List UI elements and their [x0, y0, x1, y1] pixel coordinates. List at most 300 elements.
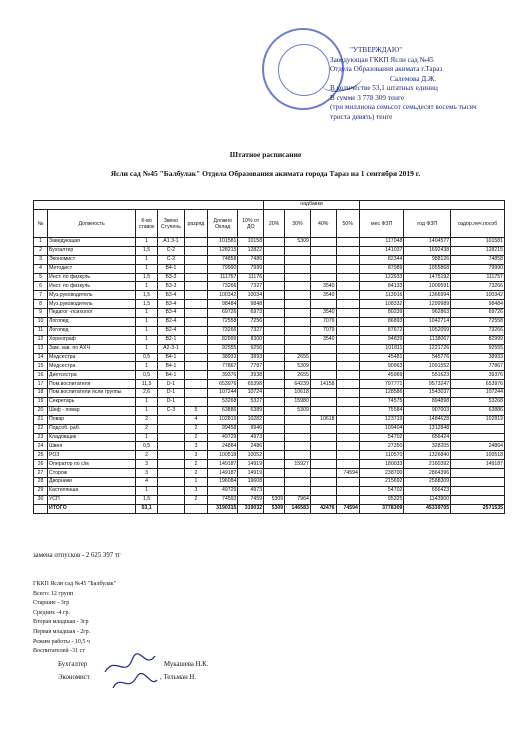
- table-cell: 5: [184, 406, 207, 415]
- table-cell: [285, 442, 311, 451]
- table-cell: 3: [184, 451, 207, 460]
- table-cell: 4973: [238, 486, 264, 495]
- position-cell: Оператор по с/м: [48, 460, 136, 469]
- column-header: год ФЗП: [404, 210, 451, 238]
- table-cell: 215692: [359, 478, 403, 487]
- table-cell: [336, 326, 359, 335]
- table-cell: 5309: [285, 406, 311, 415]
- table-cell: [264, 380, 285, 389]
- table-cell: 7486: [238, 255, 264, 264]
- position-cell: Диетсестра: [48, 371, 136, 380]
- table-cell: 1404577: [404, 238, 451, 247]
- table-cell: 10034: [238, 291, 264, 300]
- table-cell: [285, 282, 311, 291]
- table-cell: 2: [184, 469, 207, 478]
- table-cell: 1: [136, 433, 158, 442]
- position-cell: Швея: [48, 442, 136, 451]
- table-cell: [336, 486, 359, 495]
- approval-heading: "УТВЕРЖДАЮ": [350, 46, 403, 54]
- table-cell: В4-1: [157, 264, 184, 273]
- table-cell: 1,5: [136, 291, 158, 300]
- table-cell: 87672: [359, 326, 403, 335]
- table-cell: 72558: [207, 318, 237, 327]
- table-cell: 7079: [310, 318, 336, 327]
- table-cell: 1: [136, 309, 158, 318]
- table-cell: [184, 246, 207, 255]
- table-cell: [285, 486, 311, 495]
- accountant-name: Мукашева Н.К.: [164, 661, 209, 668]
- table-cell: 74858: [451, 255, 505, 264]
- table-cell: [264, 238, 285, 247]
- position-cell: Подсоб. раб.: [48, 424, 136, 433]
- table-cell: В4-1: [157, 353, 184, 362]
- summary-line: Первая младшая - 2гр.: [33, 628, 91, 635]
- table-row: [34, 318, 505, 327]
- table-cell: 95325: [359, 495, 403, 504]
- table-row: [34, 389, 505, 398]
- table-cell: [264, 335, 285, 344]
- table-cell: D-1: [157, 380, 184, 389]
- table-cell: 22: [34, 424, 48, 433]
- summary-line: ГККП Ясли сад №45 "Балбулак": [33, 581, 117, 587]
- table-row: [34, 282, 505, 291]
- table-cell: [184, 504, 207, 513]
- table-row: [34, 478, 505, 487]
- table-cell: 2160392: [404, 460, 451, 469]
- table-cell: 1055868: [404, 264, 451, 273]
- table-cell: 10158: [238, 238, 264, 247]
- table-cell: [336, 406, 359, 415]
- table-cell: В3-4: [157, 309, 184, 318]
- table-cell: 69726: [207, 309, 237, 318]
- table-cell: [285, 309, 311, 318]
- table-cell: [336, 273, 359, 282]
- position-cell: Педагог -психолог: [48, 309, 136, 318]
- position-cell: Кастелянша: [48, 486, 136, 495]
- table-cell: 4: [184, 415, 207, 424]
- table-cell: [264, 469, 285, 478]
- table-cell: 53,1: [136, 504, 158, 513]
- table-cell: 5309: [264, 495, 285, 504]
- table-cell: 238700: [359, 469, 403, 478]
- table-cell: [451, 478, 505, 487]
- approval-line: (три миллиона семьсот семьдесят восемь тысяч: [330, 103, 477, 111]
- table-row: [34, 460, 505, 469]
- table-cell: [310, 424, 336, 433]
- table-cell: 9946: [238, 424, 264, 433]
- table-cell: [310, 344, 336, 353]
- position-cell: Дворники: [48, 478, 136, 487]
- table-cell: 21: [34, 415, 48, 424]
- column-header: К-во ставок: [136, 210, 158, 238]
- summary-line: Вторая младшая - 3гр: [33, 619, 89, 626]
- table-row: [34, 398, 505, 407]
- column-header: №: [34, 210, 48, 238]
- table-cell: [310, 238, 336, 247]
- table-cell: [264, 442, 285, 451]
- document-subtitle: Ясли сад №45 "Балбулак" Отдела Образования акимата города Тараз на 1 сентября 2019 г.: [110, 169, 421, 178]
- position-cell: Зам. зав. по АХЧ: [48, 344, 136, 353]
- table-cell: 9848: [238, 300, 264, 309]
- table-cell: 196084: [207, 478, 237, 487]
- table-row: [34, 326, 505, 335]
- approval-line: триста девять) тенге: [330, 112, 393, 121]
- table-cell: 100518: [451, 451, 505, 460]
- table-cell: 149187: [207, 469, 237, 478]
- table-cell: 3540: [310, 291, 336, 300]
- table-cell: [451, 495, 505, 504]
- position-cell: Муз.руководитель: [48, 291, 136, 300]
- position-cell: Логопед: [48, 326, 136, 335]
- table-row: [34, 433, 505, 442]
- table-row: [34, 309, 505, 318]
- table-cell: [336, 335, 359, 344]
- table-cell: 653976: [207, 380, 237, 389]
- table-cell: [285, 415, 311, 424]
- table-cell: [184, 380, 207, 389]
- table-cell: [184, 362, 207, 371]
- table-cell: 53268: [451, 398, 505, 407]
- table-cell: 29: [34, 486, 48, 495]
- table-cell: 42476: [310, 504, 336, 513]
- table-cell: 14158: [310, 380, 336, 389]
- table-cell: 2: [136, 415, 158, 424]
- table-cell: 77867: [451, 362, 505, 371]
- position-cell: Заведующая: [48, 238, 136, 247]
- table-cell: 13: [34, 344, 48, 353]
- table-cell: 128586: [359, 389, 403, 398]
- table-row: [34, 273, 505, 282]
- column-header: 50%: [336, 210, 359, 238]
- table-cell: 1: [136, 344, 158, 353]
- table-cell: 7787: [238, 362, 264, 371]
- table-cell: 180033: [359, 460, 403, 469]
- table-cell: 319032: [238, 504, 264, 513]
- table-cell: [310, 371, 336, 380]
- table-row: [34, 291, 505, 300]
- table-cell: 7459: [238, 495, 264, 504]
- table-cell: [264, 264, 285, 273]
- table-cell: [336, 300, 359, 309]
- table-cell: [336, 389, 359, 398]
- table-cell: 18: [34, 389, 48, 398]
- table-cell: 1: [136, 326, 158, 335]
- table-cell: 63886: [451, 406, 505, 415]
- table-cell: В3-4: [157, 300, 184, 309]
- table-body: [34, 238, 505, 514]
- table-cell: [184, 309, 207, 318]
- table-cell: 1052059: [404, 326, 451, 335]
- summary-line: Режим работы - 10,5 ч: [33, 638, 90, 645]
- table-cell: [264, 318, 285, 327]
- table-cell: 149187: [207, 460, 237, 469]
- table-cell: 75584: [359, 406, 403, 415]
- table-cell: 2: [184, 433, 207, 442]
- table-cell: [285, 291, 311, 300]
- table-cell: 15: [34, 362, 48, 371]
- column-header: Звено Ступень: [157, 210, 184, 238]
- table-cell: 3540: [310, 282, 336, 291]
- table-cell: [264, 344, 285, 353]
- table-cell: 14919: [238, 460, 264, 469]
- table-cell: [184, 353, 207, 362]
- table-cell: [264, 451, 285, 460]
- table-cell: 39376: [451, 371, 505, 380]
- table-cell: 4973: [238, 433, 264, 442]
- table-cell: В3-3: [157, 282, 184, 291]
- position-cell: Шеф - повар: [48, 406, 136, 415]
- table-cell: 74594: [336, 469, 359, 478]
- table-cell: 2486: [238, 442, 264, 451]
- position-cell: Логопед: [48, 318, 136, 327]
- table-cell: [157, 486, 184, 495]
- table-cell: 1326840: [404, 451, 451, 460]
- table-cell: [34, 504, 48, 513]
- table-cell: 98484: [451, 300, 505, 309]
- table-cell: [184, 255, 207, 264]
- position-cell: УСП: [48, 495, 136, 504]
- table-cell: 100342: [207, 291, 237, 300]
- table-cell: 92555: [451, 344, 505, 353]
- table-cell: 656424: [404, 433, 451, 442]
- table-cell: 962863: [404, 309, 451, 318]
- table-cell: [451, 486, 505, 495]
- table-cell: [336, 255, 359, 264]
- table-cell: 7327: [238, 282, 264, 291]
- position-cell: РОЗ: [48, 451, 136, 460]
- table-cell: 109404: [359, 424, 403, 433]
- table-cell: [285, 300, 311, 309]
- table-cell: [336, 442, 359, 451]
- table-cell: 19608: [238, 478, 264, 487]
- table-cell: 38933: [207, 353, 237, 362]
- table-cell: 1: [136, 406, 158, 415]
- table-cell: 11,5: [136, 380, 158, 389]
- table-cell: [336, 344, 359, 353]
- table-cell: 7964: [285, 495, 311, 504]
- table-cell: 30: [34, 495, 48, 504]
- table-cell: 3: [34, 255, 48, 264]
- table-cell: 10724: [238, 389, 264, 398]
- table-cell: 82999: [451, 335, 505, 344]
- allowances-group-header: надбавки: [264, 201, 360, 210]
- table-cell: D-1: [157, 389, 184, 398]
- table-cell: 94839: [359, 335, 403, 344]
- table-cell: [336, 415, 359, 424]
- table-cell: [184, 398, 207, 407]
- table-cell: В2-4: [157, 326, 184, 335]
- table-cell: [451, 469, 505, 478]
- table-cell: [184, 273, 207, 282]
- column-header: оздор.леч.пособ: [451, 210, 505, 238]
- table-cell: [310, 460, 336, 469]
- table-cell: 16: [34, 371, 48, 380]
- table-cell: [184, 326, 207, 335]
- table-cell: 100342: [451, 291, 505, 300]
- table-cell: 102819: [207, 415, 237, 424]
- table-row: [34, 246, 505, 255]
- table-row: [34, 424, 505, 433]
- table-cell: 7999: [238, 264, 264, 273]
- table-cell: 27: [34, 469, 48, 478]
- table-cell: 1221726: [404, 344, 451, 353]
- table-cell: 111757: [207, 273, 237, 282]
- table-cell: 141037: [359, 246, 403, 255]
- table-cell: 72558: [451, 318, 505, 327]
- table-cell: 2588309: [404, 478, 451, 487]
- table-cell: [184, 335, 207, 344]
- table-cell: 1: [184, 478, 207, 487]
- table-cell: 80239: [359, 309, 403, 318]
- table-cell: [310, 389, 336, 398]
- table-cell: 1143900: [404, 495, 451, 504]
- table-row: [34, 406, 505, 415]
- table-cell: 3: [184, 486, 207, 495]
- table-cell: 1,5: [136, 246, 158, 255]
- table-cell: В4-1: [157, 362, 184, 371]
- table-cell: [336, 264, 359, 273]
- table-cell: 10: [34, 318, 48, 327]
- table-cell: 6973: [238, 309, 264, 318]
- table-row: [34, 362, 505, 371]
- table-row: [34, 300, 505, 309]
- table-cell: [157, 415, 184, 424]
- column-header: Должно Оклад: [207, 210, 237, 238]
- table-cell: 73266: [207, 326, 237, 335]
- table-cell: [264, 353, 285, 362]
- table-cell: 6: [34, 282, 48, 291]
- table-row: [34, 415, 505, 424]
- table-cell: 45339705: [404, 504, 451, 513]
- table-cell: [336, 460, 359, 469]
- table-cell: 10618: [310, 415, 336, 424]
- table-cell: 73266: [451, 326, 505, 335]
- table-cell: 122933: [359, 273, 403, 282]
- table-cell: [310, 442, 336, 451]
- table-cell: 797771: [359, 380, 403, 389]
- table-cell: 2: [184, 424, 207, 433]
- table-cell: 149187: [451, 460, 505, 469]
- table-cell: [336, 309, 359, 318]
- table-cell: 7327: [238, 326, 264, 335]
- position-cell: Медсестра: [48, 362, 136, 371]
- table-cell: 77867: [207, 362, 237, 371]
- table-row: [34, 486, 505, 495]
- table-cell: [336, 353, 359, 362]
- table-cell: 19: [34, 398, 48, 407]
- table-cell: 82344: [359, 255, 403, 264]
- table-cell: [336, 282, 359, 291]
- table-cell: 15980: [285, 398, 311, 407]
- table-cell: 2: [136, 451, 158, 460]
- table-cell: 1692438: [404, 246, 451, 255]
- table-cell: 8300: [238, 335, 264, 344]
- table-cell: 0,5: [136, 353, 158, 362]
- table-cell: [285, 335, 311, 344]
- table-cell: 1: [34, 238, 48, 247]
- table-cell: 90963: [359, 362, 403, 371]
- table-cell: [157, 504, 184, 513]
- table-cell: 49729: [207, 486, 237, 495]
- header-spacer: [34, 201, 264, 210]
- table-cell: 2: [136, 424, 158, 433]
- table-cell: 24864: [207, 442, 237, 451]
- table-cell: 12822: [238, 246, 264, 255]
- table-cell: 107244: [207, 389, 237, 398]
- table-cell: 84133: [359, 282, 403, 291]
- position-cell: Инст. по физкуль: [48, 282, 136, 291]
- table-cell: 1138067: [404, 335, 451, 344]
- table-cell: 28: [34, 478, 48, 487]
- table-cell: 49729: [207, 433, 237, 442]
- table-cell: [451, 433, 505, 442]
- table-row: [34, 371, 505, 380]
- table-cell: [157, 469, 184, 478]
- table-cell: 1: [136, 362, 158, 371]
- table-cell: [184, 318, 207, 327]
- table-cell: 53268: [207, 398, 237, 407]
- table-cell: [264, 424, 285, 433]
- table-cell: [336, 371, 359, 380]
- table-cell: [285, 326, 311, 335]
- table-cell: [310, 300, 336, 309]
- table-cell: 11: [34, 326, 48, 335]
- table-cell: 74593: [207, 495, 237, 504]
- table-cell: 4: [136, 478, 158, 487]
- table-cell: 101581: [207, 238, 237, 247]
- table-cell: [264, 406, 285, 415]
- table-cell: [310, 362, 336, 371]
- table-cell: 1: [136, 335, 158, 344]
- table-cell: 74858: [207, 255, 237, 264]
- table-cell: [157, 442, 184, 451]
- table-cell: 4: [34, 264, 48, 273]
- table-cell: 1,5: [136, 300, 158, 309]
- table-cell: 92555: [207, 344, 237, 353]
- table-cell: [157, 433, 184, 442]
- table-cell: [157, 495, 184, 504]
- table-cell: [336, 291, 359, 300]
- table-cell: 1: [136, 238, 158, 247]
- table-cell: 45481: [359, 353, 403, 362]
- table-cell: 38933: [451, 353, 505, 362]
- table-cell: 39376: [207, 371, 237, 380]
- position-cell: Методист: [48, 264, 136, 273]
- table-cell: [310, 273, 336, 282]
- table-cell: [310, 264, 336, 273]
- table-cell: [310, 486, 336, 495]
- table-cell: [285, 273, 311, 282]
- table-cell: 101581: [451, 238, 505, 247]
- table-cell: 1312848: [404, 424, 451, 433]
- table-cell: [264, 246, 285, 255]
- position-cell: Экономист: [48, 255, 136, 264]
- table-cell: 7256: [238, 318, 264, 327]
- table-cell: [157, 424, 184, 433]
- accountant-role: Бухгалтер: [58, 661, 88, 668]
- table-cell: 69726: [451, 309, 505, 318]
- table-cell: 128215: [451, 246, 505, 255]
- table-cell: [264, 433, 285, 442]
- table-cell: 1: [136, 318, 158, 327]
- table-cell: [310, 433, 336, 442]
- table-cell: [264, 478, 285, 487]
- table-cell: 5309: [264, 504, 285, 513]
- table-cell: [264, 300, 285, 309]
- table-cell: 1299989: [404, 300, 451, 309]
- table-cell: 2: [34, 246, 48, 255]
- table-cell: [336, 238, 359, 247]
